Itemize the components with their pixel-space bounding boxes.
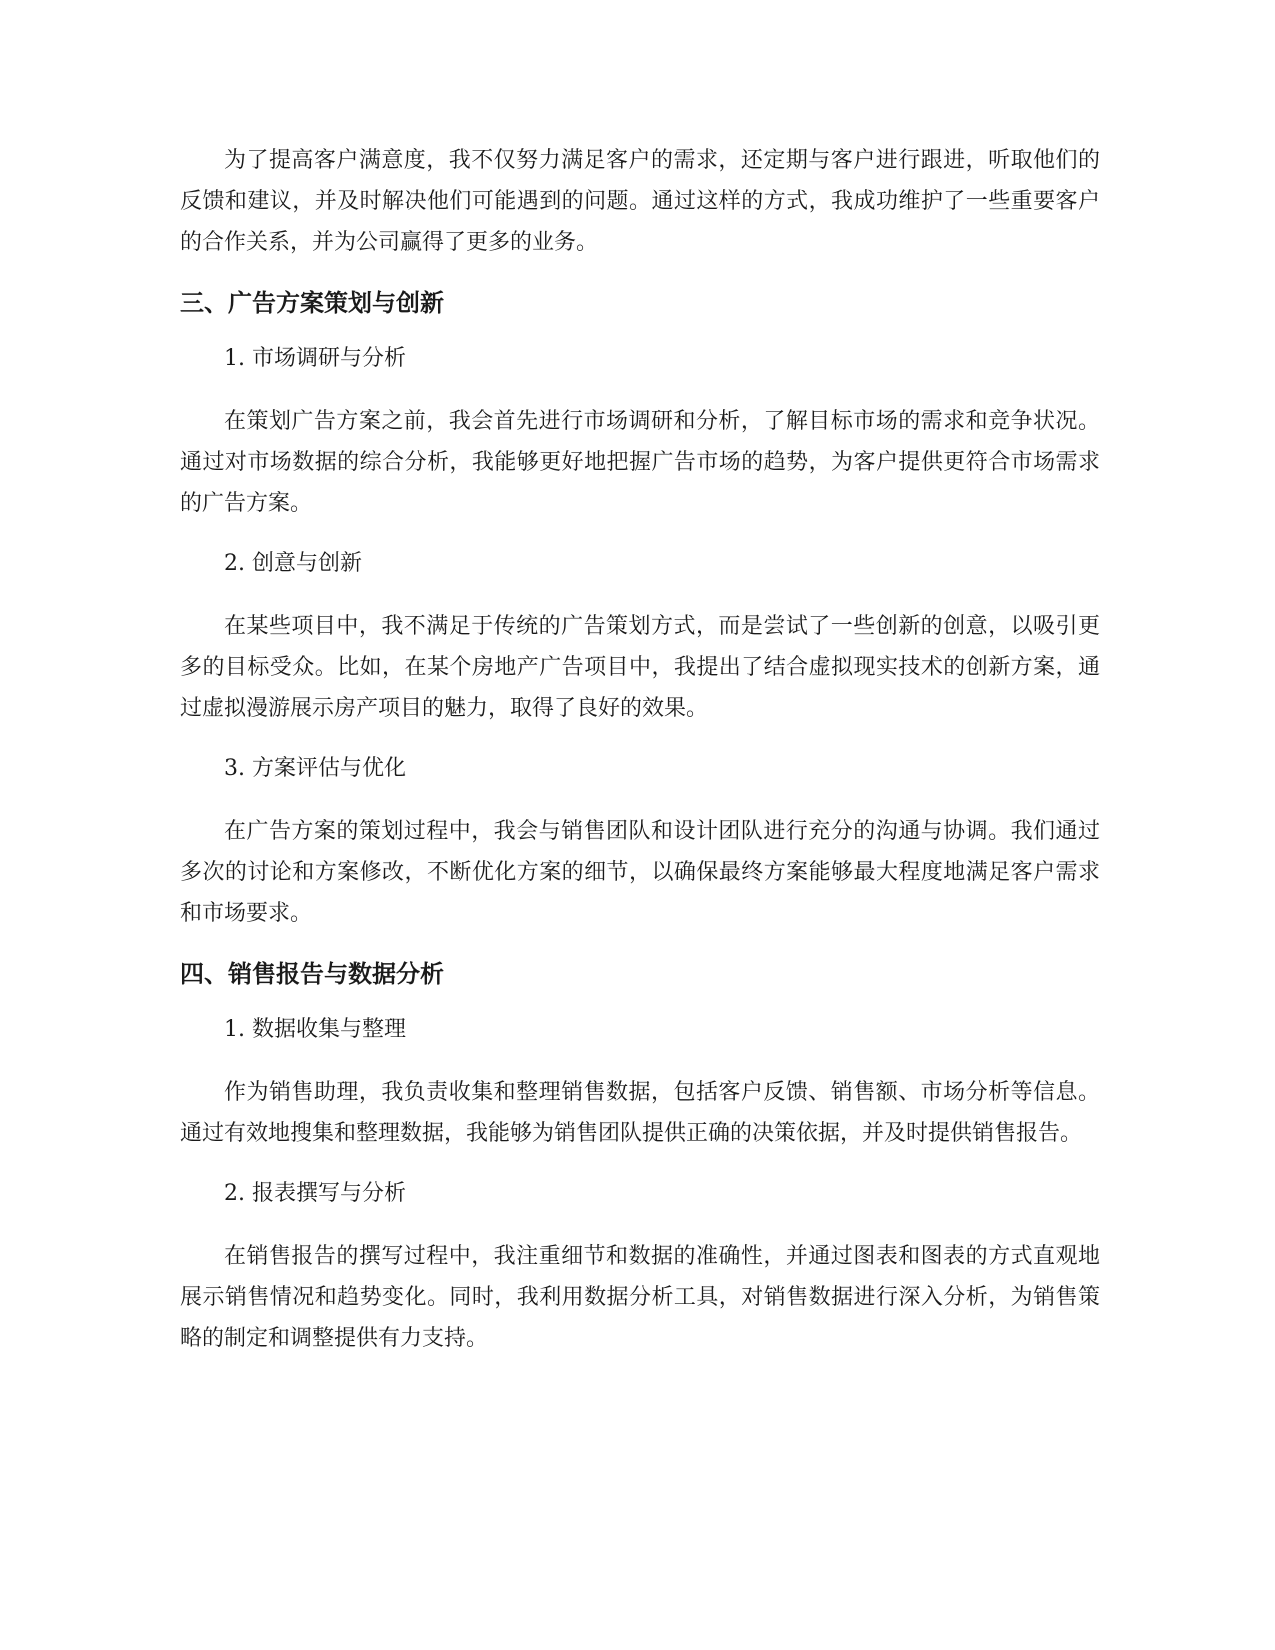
section-3-subheading-1: 1. 市场调研与分析 — [224, 346, 406, 371]
section-3-heading: 三、广告方案策划与创新 — [180, 289, 444, 317]
section-4-paragraph-2: 在销售报告的撰写过程中，我注重细节和数据的准确性，并通过图表和图表的方式直观地展示销售情况和趋势变化。同时，我利用数据分析工具，对销售数据进行深入分析，为销售策略的制定和调整提供有力支持。 — [180, 1244, 1100, 1351]
section-4-paragraph-1: 作为销售助理，我负责收集和整理销售数据，包括客户反馈、销售额、市场分析等信息。通过有效地搜集和整理数据，我能够为销售团队提供正确的决策依据，并及时提供销售报告。 — [180, 1080, 1100, 1146]
section-3-paragraph-2: 在某些项目中，我不满足于传统的广告策划方式，而是尝试了一些创新的创意，以吸引更多的目标受众。比如，在某个房地产广告项目中，我提出了结合虚拟现实技术的创新方案，通过虚拟漫游展示房产项目的魅力，取得了良好的效果。 — [180, 614, 1100, 721]
section-3-subheading-2: 2. 创意与创新 — [224, 551, 362, 576]
section-4-subheading-1: 1. 数据收集与整理 — [224, 1017, 406, 1042]
intro-paragraph: 为了提高客户满意度，我不仅努力满足客户的需求，还定期与客户进行跟进，听取他们的反馈和建议，并及时解决他们可能遇到的问题。通过这样的方式，我成功维护了一些重要客户的合作关系，并为公司赢得了更多的业务。 — [180, 148, 1100, 255]
section-3-paragraph-1: 在策划广告方案之前，我会首先进行市场调研和分析，了解目标市场的需求和竞争状况。通过对市场数据的综合分析，我能够更好地把握广告市场的趋势，为客户提供更符合市场需求的广告方案。 — [180, 409, 1100, 516]
section-4-subheading-2: 2. 报表撰写与分析 — [224, 1181, 406, 1206]
document-page — [180, 140, 1100, 1381]
section-3-paragraph-3: 在广告方案的策划过程中，我会与销售团队和设计团队进行充分的沟通与协调。我们通过多次的讨论和方案修改，不断优化方案的细节，以确保最终方案能够最大程度地满足客户需求和市场要求。 — [180, 819, 1100, 926]
section-3-subheading-3: 3. 方案评估与优化 — [224, 756, 406, 781]
section-4-heading: 四、销售报告与数据分析 — [180, 960, 444, 988]
